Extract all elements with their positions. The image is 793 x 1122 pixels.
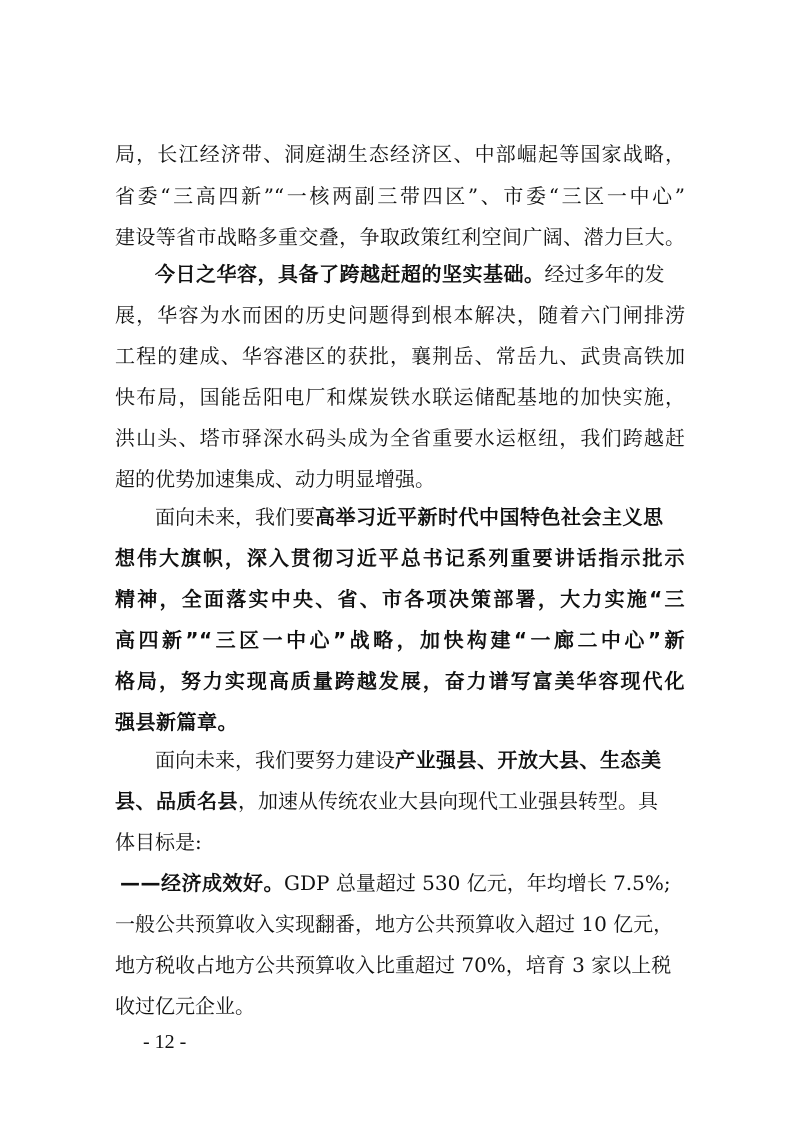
paragraph-2-line-4: 快布局，国能岳阳电厂和煤炭铁水联运储配基地的加快实施，	[115, 385, 685, 409]
paragraph-4-lead: 面向未来，我们要努力建设	[155, 748, 395, 772]
paragraph-5-line-1-rest: GDP 总量超过 530 亿元，年均增长 7.5%;	[284, 871, 671, 895]
paragraph-4-line-3: 体目标是:	[115, 830, 202, 854]
paragraph-3-emphasis: 高举习近平新时代中国特色社会主义思	[315, 505, 664, 529]
paragraph-5-line-4: 收过亿元企业。	[115, 994, 255, 1018]
paragraph-4-emphasis-2: 县、品质名县	[115, 789, 238, 813]
paragraph-3-lead: 面向未来，我们要	[155, 505, 315, 529]
paragraph-3-line-2: 想伟大旗帜，深入贯彻习近平总书记系列重要讲话指示批示	[115, 546, 685, 570]
paragraph-2-line-1-rest: 经过多年的发	[544, 262, 665, 286]
paragraph-2-line-2: 展，华容为水而困的历史问题得到根本解决，随着六门闸排涝	[115, 303, 685, 327]
paragraph-2-line-3: 工程的建成、华容港区的获批，襄荆岳、常岳九、武贵高铁加	[115, 344, 685, 368]
paragraph-2-line-5: 洪山头、塔市驿深水码头成为全省重要水运枢纽，我们跨越赶	[115, 426, 685, 450]
paragraph-2-heading: 今日之华容，具备了跨越赶超的坚实基础。	[155, 262, 545, 286]
paragraph-3-line-6: 强县新篇章。	[115, 710, 238, 734]
paragraph-5-line-3: 地方税收占地方公共预算收入比重超过 70%，培育 3 家以上税	[115, 953, 672, 977]
paragraph-4-emphasis: 产业强县、开放大县、生态美	[395, 748, 662, 772]
paragraph-3-line-3: 精神，全面落实中央、省、市各项决策部署，大力实施“三	[115, 587, 685, 611]
paragraph-5-line-2: 一般公共预算收入实现翻番，地方公共预算收入超过 10 亿元，	[115, 912, 674, 936]
paragraph-2-line-6: 超的优势加速集成、动力明显增强。	[115, 467, 435, 491]
page-number: - 12 -	[143, 1031, 187, 1053]
paragraph-5-heading: ——经济成效好。	[120, 871, 284, 895]
paragraph-1-line-2: 省委“三高四新”“一核两副三带四区”、市委“三区一中心”	[115, 184, 685, 208]
paragraph-3-line-1	[155, 497, 685, 537]
paragraph-3-line-5: 格局，努力实现高质量跨越发展，奋力谱写富美华容现代化	[115, 669, 685, 693]
paragraph-3-line-4: 高四新”“三区一中心”战略，加快构建“一廊二中心”新	[115, 628, 685, 652]
paragraph-1-line-1: 局，长江经济带、洞庭湖生态经济区、中部崛起等国家战略，	[115, 142, 685, 166]
paragraph-2-line-1	[155, 254, 685, 294]
paragraph-4-line-2	[115, 781, 685, 821]
paragraph-4-line-2-rest: ，加速从传统农业大县向现代工业强县转型。具	[238, 789, 658, 813]
paragraph-5-line-1	[120, 863, 685, 903]
paragraph-1-line-3: 建设等省市战略多重交叠，争取政策红利空间广阔、潜力巨大。	[115, 225, 685, 249]
paragraph-4-line-1	[155, 740, 685, 780]
